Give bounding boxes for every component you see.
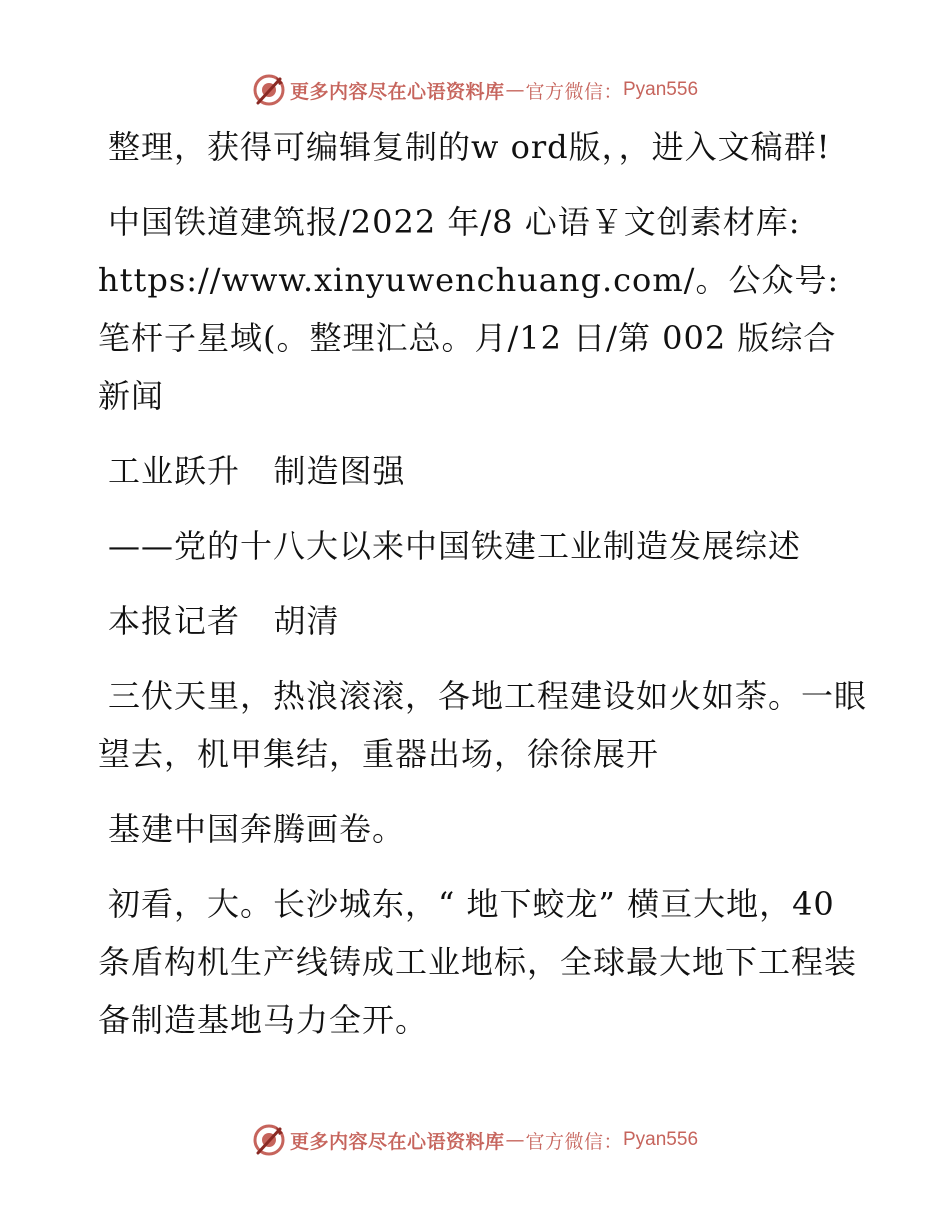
paragraph-intro: 整理，获得可编辑复制的w ord版，，进入文稿群! (108, 128, 831, 166)
article-subtitle: ——党的十八大以来中国铁建工业制造发展综述 (108, 527, 802, 565)
document-body (98, 118, 868, 1066)
article-title: 工业跃升 制造图强 (108, 452, 406, 490)
watermark-dash: — (505, 79, 525, 101)
watermark-wechat-handle: Pyan556 (623, 1129, 699, 1150)
article-byline: 本报记者 胡清 (108, 602, 340, 640)
watermark-wechat-label: 官方微信： (525, 1130, 623, 1153)
brush-seal-icon (252, 1123, 286, 1157)
brush-seal-icon (252, 73, 286, 107)
paragraph-body-2: 基建中国奔腾画卷。 (108, 810, 406, 848)
watermark-wechat-label: 官方微信： (525, 80, 623, 103)
footer-watermark (0, 1120, 950, 1160)
watermark-wechat-handle: Pyan556 (623, 79, 699, 100)
paragraph-source: 中国铁道建筑报/2022 年/8 心语￥文创素材库: https://www.xinyuwenchuang.com/。公众号: 笔杆子星域(。整理汇总。月/12 日/第 002 版综合新闻 (98, 203, 851, 415)
paragraph-body-3: 初看，大。长沙城东，“ 地下蛟龙” 横亘大地，40 条盾构机生产线铸成工业地标，全球最大地下工程装备制造基地马力全开。 (98, 885, 858, 1039)
watermark-brand: 更多内容尽在心语资料库 (289, 1130, 505, 1153)
header-watermark (0, 70, 950, 110)
paragraph-body-1: 三伏天里，热浪滚滚，各地工程建设如火如荼。一眼望去，机甲集结，重器出场，徐徐展开 (98, 677, 868, 773)
watermark-brand: 更多内容尽在心语资料库 (289, 80, 505, 103)
watermark-dash: — (505, 1129, 525, 1151)
